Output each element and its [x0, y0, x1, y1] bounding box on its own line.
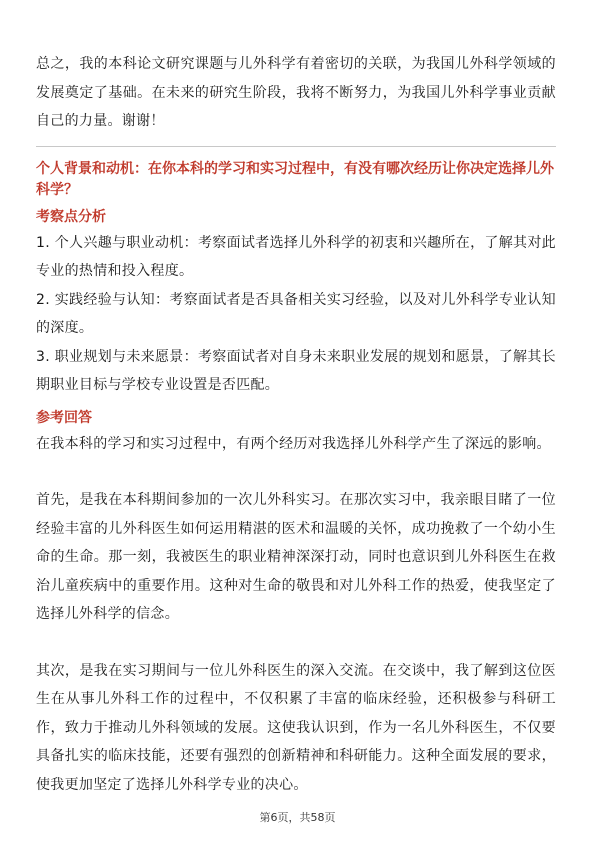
document-page — [36, 50, 556, 799]
analysis-list — [36, 229, 556, 400]
analysis-item: 1. 个人兴趣与职业动机：考察面试者选择儿外科学的初衷和兴趣所在，了解其对此专业的热情和投入程度。 — [36, 234, 556, 279]
analysis-item: 2. 实践经验与认知：考察面试者是否具备相关实习经验，以及对儿外科学专业认知的深度。 — [36, 291, 556, 336]
paragraph-gap — [36, 629, 556, 657]
intro-paragraph: 总之，我的本科论文研究课题与儿外科学有着密切的关联，为我国儿外科学领域的发展奠定了基础。在未来的研究生阶段，我将不断努力，为我国儿外科学事业贡献自己的力量。谢谢！ — [36, 56, 556, 129]
analysis-item: 3. 职业规划与未来愿景：考察面试者对自身未来职业发展的规划和愿景，了解其长期职业目标与学校专业设置是否匹配。 — [36, 348, 556, 393]
answer-paragraph: 首先，是我在本科期间参加的一次儿外科实习。在那次实习中，我亲眼目睹了一位经验丰富的儿外科医生如何运用精湛的医术和温暖的关怀，成功挽救了一个幼小生命的生命。那一刻，我被医生的职业精神深深打动，同时也意识到儿外科医生在救治儿童疾病中的重要作用。这种对生命的敬畏和对儿外科工作的热爱，使我坚定了选择儿外科学的信念。 — [36, 492, 556, 622]
interview-question: 个人背景和动机：在你本科的学习和实习过程中，有没有哪次经历让你决定选择儿外科学？ — [36, 160, 554, 198]
page-footer: 第6页，共58页 — [259, 811, 336, 824]
answer-paragraph: 在我本科的学习和实习过程中，有两个经历对我选择儿外科学产生了深远的影响。 — [36, 435, 551, 452]
analysis-title: 考察点分析 — [36, 208, 106, 225]
answer-title: 参考回答 — [36, 409, 92, 426]
answer-paragraph: 其次，是我在实习期间与一位儿外科医生的深入交流。在交谈中，我了解到这位医生在从事儿外科工作的过程中，不仅积累了丰富的临床经验，还积极参与科研工作，致力于推动儿外科领域的发展。这使我认识到，作为一名儿外科医生，不仅要具备扎实的临床技能，还要有强烈的创新精神和科研能力。这种全面发展的要求，使我更加坚定了选择儿外科学专业的决心。 — [36, 662, 556, 793]
section-divider — [36, 146, 556, 147]
paragraph-gap — [36, 458, 556, 486]
